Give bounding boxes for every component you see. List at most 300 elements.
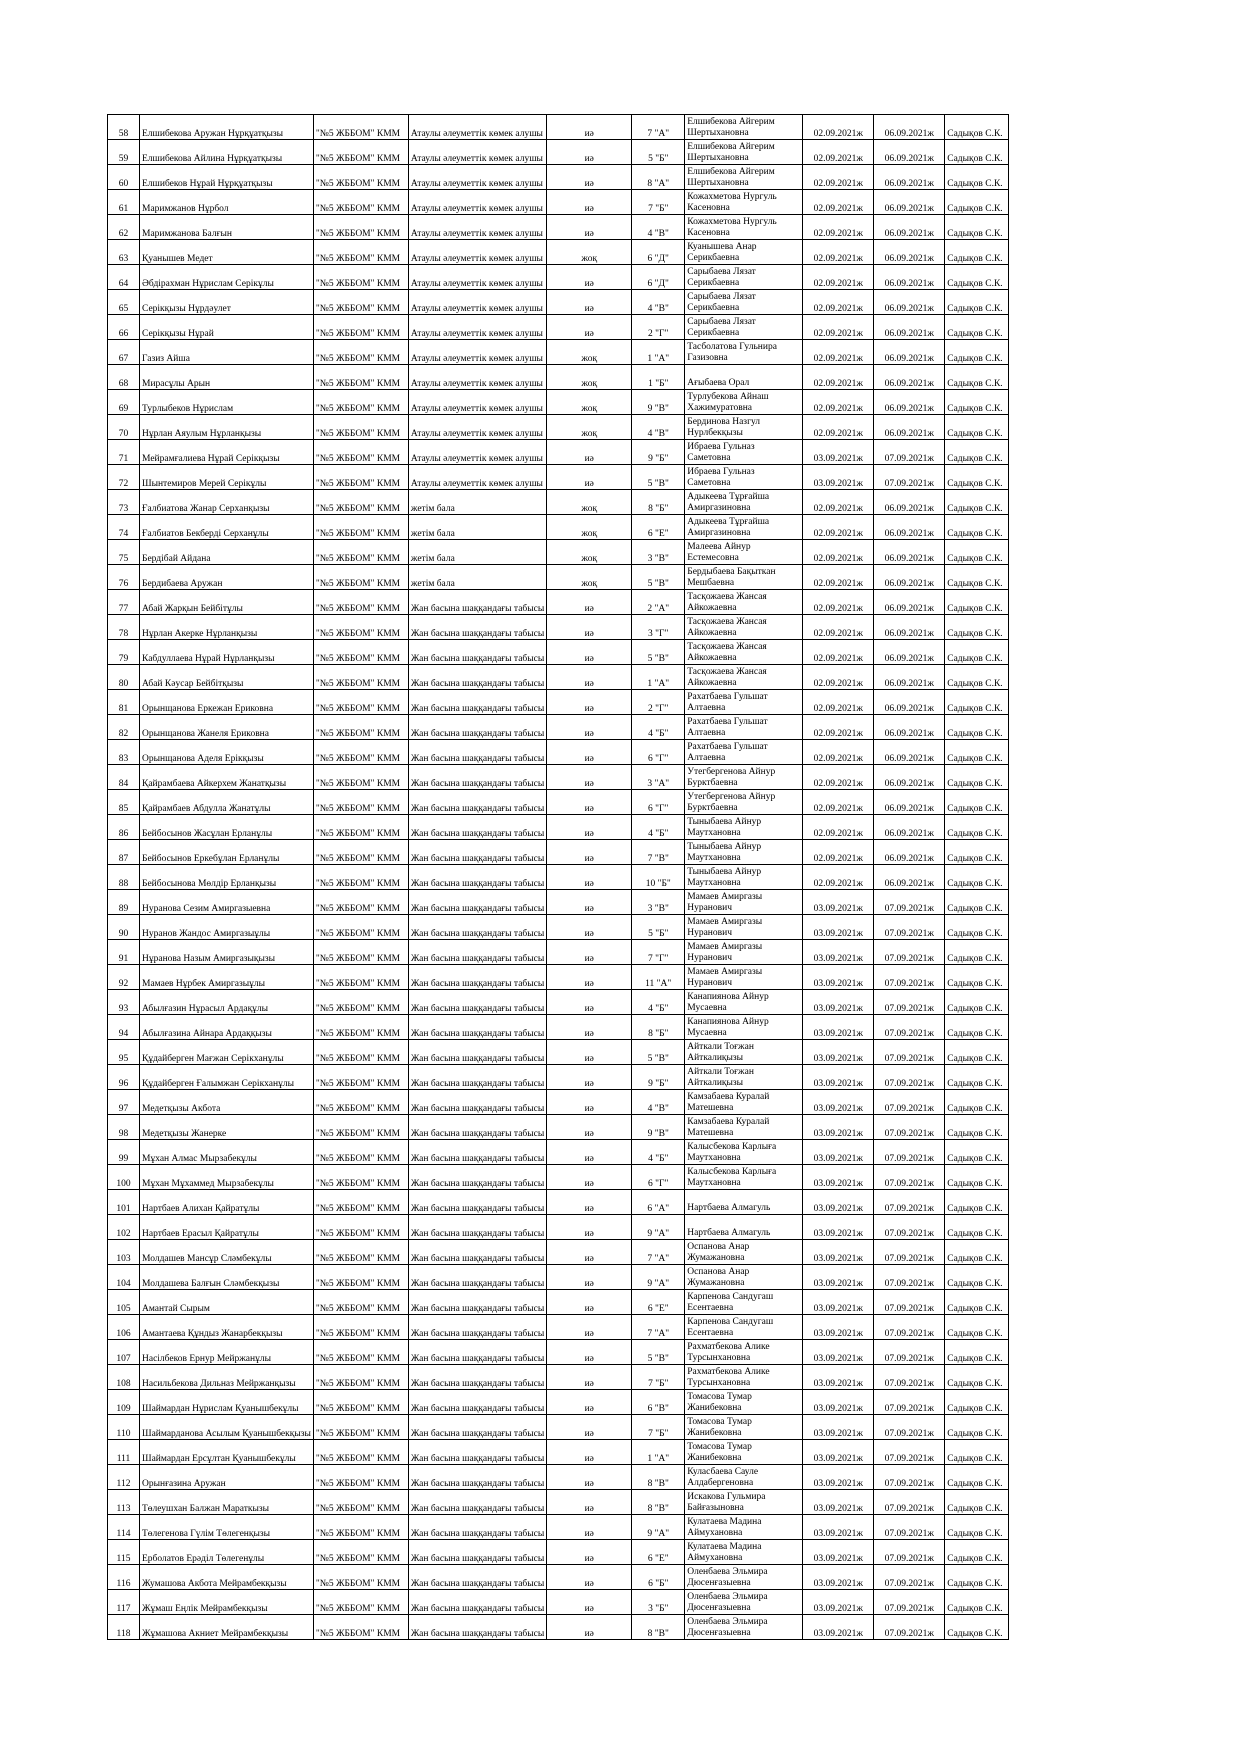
- date-end: 07.09.2021ж: [874, 915, 945, 940]
- date-start: 02.09.2021ж: [803, 165, 874, 190]
- date-end: 07.09.2021ж: [874, 990, 945, 1015]
- class-grade: 5 "Б": [632, 915, 685, 940]
- table-row: [108, 1515, 1009, 1540]
- table-row: [108, 715, 1009, 740]
- school-name: "№5 ЖББОМ" КММ: [313, 315, 408, 340]
- category: Жан басына шаққандағы табысы: [408, 1115, 546, 1140]
- date-start: 02.09.2021ж: [803, 590, 874, 615]
- status-flag: жоқ: [547, 240, 632, 265]
- table-row: [108, 165, 1009, 190]
- date-start: 02.09.2021ж: [803, 640, 874, 665]
- table-row: [108, 740, 1009, 765]
- table-row: [108, 390, 1009, 415]
- teacher-name: Оленбаева Эльмира Дюсенғазыевна: [685, 1590, 803, 1615]
- signatory: Садықов С.К.: [945, 665, 1009, 690]
- class-grade: 3 "В": [632, 890, 685, 915]
- status-flag: иә: [547, 890, 632, 915]
- school-name: "№5 ЖББОМ" КММ: [313, 1440, 408, 1465]
- teacher-name: Томасова Тумар Жанибековна: [685, 1440, 803, 1465]
- school-name: "№5 ЖББОМ" КММ: [313, 1015, 408, 1040]
- category: Жан басына шаққандағы табысы: [408, 1615, 546, 1640]
- status-flag: жоқ: [547, 340, 632, 365]
- status-flag: иә: [547, 1415, 632, 1440]
- teacher-name: Айткали Тоғжан Айткалиқызы: [685, 1040, 803, 1065]
- row-number: 68: [108, 365, 140, 390]
- category: Жан басына шаққандағы табысы: [408, 990, 546, 1015]
- row-number: 61: [108, 190, 140, 215]
- category: Жан басына шаққандағы табысы: [408, 1190, 546, 1215]
- table-row: [108, 915, 1009, 940]
- row-number: 65: [108, 290, 140, 315]
- row-number: 95: [108, 1040, 140, 1065]
- status-flag: иә: [547, 740, 632, 765]
- signatory: Садықов С.К.: [945, 1540, 1009, 1565]
- category: Жан басына шаққандағы табысы: [408, 890, 546, 915]
- row-number: 104: [108, 1265, 140, 1290]
- school-name: "№5 ЖББОМ" КММ: [313, 740, 408, 765]
- date-start: 02.09.2021ж: [803, 615, 874, 640]
- teacher-name: Тасқожаева Жансая Айкожаевна: [685, 590, 803, 615]
- teacher-name: Рахатбаева Гульшат Алтаевна: [685, 715, 803, 740]
- date-start: 03.09.2021ж: [803, 1565, 874, 1590]
- status-flag: иә: [547, 665, 632, 690]
- date-end: 07.09.2021ж: [874, 1540, 945, 1565]
- row-number: 87: [108, 840, 140, 865]
- date-end: 07.09.2021ж: [874, 1365, 945, 1390]
- date-end: 07.09.2021ж: [874, 1115, 945, 1140]
- date-start: 03.09.2021ж: [803, 1140, 874, 1165]
- category: Жан басына шаққандағы табысы: [408, 740, 546, 765]
- signatory: Садықов С.К.: [945, 1515, 1009, 1540]
- teacher-name: Малеева Айнур Естемесовна: [685, 540, 803, 565]
- table-row: [108, 940, 1009, 965]
- status-flag: иә: [547, 440, 632, 465]
- school-name: "№5 ЖББОМ" КММ: [313, 1515, 408, 1540]
- teacher-name: Елшибекова Айгерим Шертыхановна: [685, 140, 803, 165]
- class-grade: 7 "Б": [632, 1415, 685, 1440]
- student-name: Молдашева Балғын Сләмбекқызы: [140, 1265, 314, 1290]
- date-end: 06.09.2021ж: [874, 215, 945, 240]
- status-flag: иә: [547, 1165, 632, 1190]
- signatory: Садықов С.К.: [945, 390, 1009, 415]
- status-flag: иә: [547, 140, 632, 165]
- table-row: [108, 1590, 1009, 1615]
- table-row: [108, 440, 1009, 465]
- date-start: 03.09.2021ж: [803, 1240, 874, 1265]
- date-end: 06.09.2021ж: [874, 640, 945, 665]
- date-end: 06.09.2021ж: [874, 340, 945, 365]
- status-flag: иә: [547, 815, 632, 840]
- class-grade: 5 "Б": [632, 140, 685, 165]
- row-number: 72: [108, 465, 140, 490]
- class-grade: 6 "Б": [632, 1565, 685, 1590]
- date-start: 03.09.2021ж: [803, 440, 874, 465]
- date-end: 07.09.2021ж: [874, 965, 945, 990]
- class-grade: 6 "Д": [632, 265, 685, 290]
- table-row: [108, 690, 1009, 715]
- row-number: 84: [108, 765, 140, 790]
- school-name: "№5 ЖББОМ" КММ: [313, 390, 408, 415]
- student-name: Әбдірахман Нұрислам Серікұлы: [140, 265, 314, 290]
- signatory: Садықов С.К.: [945, 540, 1009, 565]
- date-end: 06.09.2021ж: [874, 565, 945, 590]
- row-number: 108: [108, 1365, 140, 1390]
- school-name: "№5 ЖББОМ" КММ: [313, 1590, 408, 1615]
- date-end: 06.09.2021ж: [874, 765, 945, 790]
- school-name: "№5 ЖББОМ" КММ: [313, 590, 408, 615]
- school-name: "№5 ЖББОМ" КММ: [313, 790, 408, 815]
- category: Жан басына шаққандағы табысы: [408, 1540, 546, 1565]
- teacher-name: Оспанова Анар Жумажановна: [685, 1265, 803, 1290]
- teacher-name: Нартбаева Алмагуль: [685, 1215, 803, 1240]
- row-number: 110: [108, 1415, 140, 1440]
- teacher-name: Оленбаева Эльмира Дюсенғазыевна: [685, 1615, 803, 1640]
- student-name: Амантаева Құндыз Жанарбекқызы: [140, 1315, 314, 1340]
- class-grade: 3 "Г": [632, 615, 685, 640]
- class-grade: 9 "В": [632, 1115, 685, 1140]
- status-flag: иә: [547, 940, 632, 965]
- signatory: Садықов С.К.: [945, 590, 1009, 615]
- status-flag: иә: [547, 865, 632, 890]
- signatory: Садықов С.К.: [945, 1140, 1009, 1165]
- class-grade: 6 "А": [632, 1190, 685, 1215]
- date-end: 06.09.2021ж: [874, 365, 945, 390]
- class-grade: 5 "В": [632, 1340, 685, 1365]
- student-name: Серікқызы Нұрдәулет: [140, 290, 314, 315]
- row-number: 81: [108, 690, 140, 715]
- student-name: Орынщанова Жанеля Ериковна: [140, 715, 314, 740]
- status-flag: иә: [547, 1090, 632, 1115]
- school-name: "№5 ЖББОМ" КММ: [313, 615, 408, 640]
- row-number: 91: [108, 940, 140, 965]
- student-name: Мұхан Алмас Мырзабекұлы: [140, 1140, 314, 1165]
- teacher-name: Сарыбаева Лязат Серикбаевна: [685, 265, 803, 290]
- table-row: [108, 815, 1009, 840]
- row-number: 99: [108, 1140, 140, 1165]
- row-number: 80: [108, 665, 140, 690]
- student-name: Төлеушхан Балжан Мараткызы: [140, 1490, 314, 1515]
- class-grade: 6 "Г": [632, 740, 685, 765]
- category: Атаулы әлеуметтік көмек алушы: [408, 115, 546, 140]
- student-name: Абылғазин Нұрасыл Ардақұлы: [140, 990, 314, 1015]
- school-name: "№5 ЖББОМ" КММ: [313, 1365, 408, 1390]
- class-grade: 5 "В": [632, 465, 685, 490]
- school-name: "№5 ЖББОМ" КММ: [313, 1615, 408, 1640]
- student-name: Бердибаева Аружан: [140, 565, 314, 590]
- class-grade: 9 "В": [632, 390, 685, 415]
- table-row: [108, 890, 1009, 915]
- date-start: 02.09.2021ж: [803, 490, 874, 515]
- class-grade: 8 "В": [632, 1615, 685, 1640]
- signatory: Садықов С.К.: [945, 1415, 1009, 1440]
- status-flag: иә: [547, 1515, 632, 1540]
- status-flag: иә: [547, 215, 632, 240]
- date-start: 03.09.2021ж: [803, 1390, 874, 1415]
- student-name: Шынтемиров Мерей Серікұлы: [140, 465, 314, 490]
- table-row: [108, 1615, 1009, 1640]
- row-number: 64: [108, 265, 140, 290]
- category: жетім бала: [408, 515, 546, 540]
- status-flag: жоқ: [547, 515, 632, 540]
- table-row: [108, 1365, 1009, 1390]
- teacher-name: Оспанова Анар Жумажановна: [685, 1240, 803, 1265]
- status-flag: иә: [547, 1190, 632, 1215]
- status-flag: иә: [547, 640, 632, 665]
- class-grade: 2 "Г": [632, 690, 685, 715]
- student-name: Маримжанов Нұрбол: [140, 190, 314, 215]
- category: Жан басына шаққандағы табысы: [408, 1315, 546, 1340]
- date-end: 06.09.2021ж: [874, 115, 945, 140]
- school-name: "№5 ЖББОМ" КММ: [313, 1040, 408, 1065]
- student-name: Нұранова Назым Амиргазықызы: [140, 940, 314, 965]
- date-end: 06.09.2021ж: [874, 165, 945, 190]
- class-grade: 7 "А": [632, 1315, 685, 1340]
- teacher-name: Тыныбаева Айнур Маутхановна: [685, 815, 803, 840]
- category: Жан басына шаққандағы табысы: [408, 690, 546, 715]
- date-start: 03.09.2021ж: [803, 1315, 874, 1340]
- signatory: Садықов С.К.: [945, 190, 1009, 215]
- class-grade: 9 "Б": [632, 1065, 685, 1090]
- class-grade: 8 "Б": [632, 1015, 685, 1040]
- category: Жан басына шаққандағы табысы: [408, 1465, 546, 1490]
- class-grade: 4 "Б": [632, 1140, 685, 1165]
- school-name: "№5 ЖББОМ" КММ: [313, 465, 408, 490]
- school-name: "№5 ЖББОМ" КММ: [313, 115, 408, 140]
- row-number: 76: [108, 565, 140, 590]
- row-number: 74: [108, 515, 140, 540]
- date-end: 07.09.2021ж: [874, 1215, 945, 1240]
- row-number: 88: [108, 865, 140, 890]
- teacher-name: Сарыбаева Лязат Серикбаевна: [685, 315, 803, 340]
- teacher-name: Калысбекова Карлыға Маутхановна: [685, 1165, 803, 1190]
- signatory: Садықов С.К.: [945, 1440, 1009, 1465]
- class-grade: 8 "Б": [632, 490, 685, 515]
- table-row: [108, 1390, 1009, 1415]
- school-name: "№5 ЖББОМ" КММ: [313, 715, 408, 740]
- class-grade: 8 "А": [632, 165, 685, 190]
- category: Атаулы әлеуметтік көмек алушы: [408, 340, 546, 365]
- teacher-name: Утегбергенова Айнур Бурктбаевна: [685, 790, 803, 815]
- date-end: 06.09.2021ж: [874, 615, 945, 640]
- class-grade: 6 "Д": [632, 240, 685, 265]
- student-name: Мейрамғалиева Нұрай Серікқызы: [140, 440, 314, 465]
- status-flag: иә: [547, 1215, 632, 1240]
- date-start: 02.09.2021ж: [803, 865, 874, 890]
- category: Атаулы әлеуметтік көмек алушы: [408, 190, 546, 215]
- signatory: Садықов С.К.: [945, 1115, 1009, 1140]
- status-flag: иә: [547, 765, 632, 790]
- date-start: 03.09.2021ж: [803, 1265, 874, 1290]
- status-flag: иә: [547, 1040, 632, 1065]
- student-name: Құдайберген Мағжан Серікханұлы: [140, 1040, 314, 1065]
- status-flag: иә: [547, 1065, 632, 1090]
- category: Жан басына шаққандағы табысы: [408, 1490, 546, 1515]
- student-name: Ғалбиатов Бекберді Серханұлы: [140, 515, 314, 540]
- school-name: "№5 ЖББОМ" КММ: [313, 265, 408, 290]
- date-start: 02.09.2021ж: [803, 815, 874, 840]
- school-name: "№5 ЖББОМ" КММ: [313, 915, 408, 940]
- status-flag: иә: [547, 290, 632, 315]
- class-grade: 1 "Б": [632, 365, 685, 390]
- signatory: Садықов С.К.: [945, 165, 1009, 190]
- teacher-name: Канапиянова Айнур Мусаевна: [685, 990, 803, 1015]
- student-name: Төлегенова Гүлім Төлегенқызы: [140, 1515, 314, 1540]
- table-row: [108, 665, 1009, 690]
- date-end: 06.09.2021ж: [874, 590, 945, 615]
- class-grade: 5 "В": [632, 640, 685, 665]
- class-grade: 6 "Г": [632, 790, 685, 815]
- date-end: 07.09.2021ж: [874, 1590, 945, 1615]
- row-number: 111: [108, 1440, 140, 1465]
- school-name: "№5 ЖББОМ" КММ: [313, 340, 408, 365]
- category: Жан басына шаққандағы табысы: [408, 1515, 546, 1540]
- date-start: 02.09.2021ж: [803, 790, 874, 815]
- date-start: 03.09.2021ж: [803, 965, 874, 990]
- signatory: Садықов С.К.: [945, 790, 1009, 815]
- school-name: "№5 ЖББОМ" КММ: [313, 215, 408, 240]
- class-grade: 10 "Б": [632, 865, 685, 890]
- status-flag: иә: [547, 1540, 632, 1565]
- teacher-name: Камзабаева Куралай Матешевна: [685, 1090, 803, 1115]
- school-name: "№5 ЖББОМ" КММ: [313, 1140, 408, 1165]
- row-number: 73: [108, 490, 140, 515]
- date-start: 03.09.2021ж: [803, 1290, 874, 1315]
- category: Жан басына шаққандағы табысы: [408, 1590, 546, 1615]
- table-row: [108, 1540, 1009, 1565]
- class-grade: 2 "А": [632, 590, 685, 615]
- category: Атаулы әлеуметтік көмек алушы: [408, 215, 546, 240]
- class-grade: 4 "В": [632, 1090, 685, 1115]
- status-flag: иә: [547, 1440, 632, 1465]
- table-row: [108, 1290, 1009, 1315]
- student-name: Абай Кәусар Бейбітқызы: [140, 665, 314, 690]
- signatory: Садықов С.К.: [945, 765, 1009, 790]
- date-start: 02.09.2021ж: [803, 215, 874, 240]
- class-grade: 6 "Е": [632, 1540, 685, 1565]
- student-name: Медетқызы Акбота: [140, 1090, 314, 1115]
- date-end: 06.09.2021ж: [874, 740, 945, 765]
- row-number: 75: [108, 540, 140, 565]
- date-end: 06.09.2021ж: [874, 865, 945, 890]
- teacher-name: Калысбекова Карлыға Маутхановна: [685, 1140, 803, 1165]
- school-name: "№5 ЖББОМ" КММ: [313, 665, 408, 690]
- student-name: Нұрлан Аяулым Нұрланқызы: [140, 415, 314, 440]
- school-name: "№5 ЖББОМ" КММ: [313, 1265, 408, 1290]
- row-number: 83: [108, 740, 140, 765]
- row-number: 85: [108, 790, 140, 815]
- status-flag: жоқ: [547, 490, 632, 515]
- signatory: Садықов С.К.: [945, 465, 1009, 490]
- student-name: Ғалбиатова Жанар Серханқызы: [140, 490, 314, 515]
- date-end: 07.09.2021ж: [874, 1040, 945, 1065]
- school-name: "№5 ЖББОМ" КММ: [313, 1565, 408, 1590]
- category: Жан басына шаққандағы табысы: [408, 1565, 546, 1590]
- status-flag: иә: [547, 165, 632, 190]
- date-start: 02.09.2021ж: [803, 315, 874, 340]
- signatory: Садықов С.К.: [945, 1040, 1009, 1065]
- school-name: "№5 ЖББОМ" КММ: [313, 815, 408, 840]
- teacher-name: Кожахметова Нургуль Касеновна: [685, 215, 803, 240]
- date-end: 07.09.2021ж: [874, 465, 945, 490]
- teacher-name: Турлубекова Айнаш Хажимуратовна: [685, 390, 803, 415]
- signatory: Садықов С.К.: [945, 1490, 1009, 1515]
- table-row: [108, 1415, 1009, 1440]
- status-flag: иә: [547, 315, 632, 340]
- date-end: 07.09.2021ж: [874, 440, 945, 465]
- date-end: 07.09.2021ж: [874, 1240, 945, 1265]
- date-start: 02.09.2021ж: [803, 365, 874, 390]
- category: жетім бала: [408, 540, 546, 565]
- row-number: 86: [108, 815, 140, 840]
- category: Жан басына шаққандағы табысы: [408, 1165, 546, 1190]
- teacher-name: Утегбергенова Айнур Бурктбаевна: [685, 765, 803, 790]
- table-row: [108, 1115, 1009, 1140]
- table-row: [108, 1440, 1009, 1465]
- class-grade: 5 "В": [632, 565, 685, 590]
- date-start: 03.09.2021ж: [803, 1215, 874, 1240]
- student-name: Нартбаев Алихан Қайратұлы: [140, 1190, 314, 1215]
- row-number: 96: [108, 1065, 140, 1090]
- class-grade: 4 "Б": [632, 815, 685, 840]
- status-flag: иә: [547, 465, 632, 490]
- date-end: 06.09.2021ж: [874, 240, 945, 265]
- school-name: "№5 ЖББОМ" КММ: [313, 190, 408, 215]
- row-number: 106: [108, 1315, 140, 1340]
- date-start: 03.09.2021ж: [803, 1515, 874, 1540]
- teacher-name: Ибраева Гульназ Саметовна: [685, 440, 803, 465]
- signatory: Садықов С.К.: [945, 140, 1009, 165]
- school-name: "№5 ЖББОМ" КММ: [313, 1115, 408, 1140]
- table-row: [108, 265, 1009, 290]
- table-row: [108, 1090, 1009, 1115]
- status-flag: иә: [547, 1615, 632, 1640]
- signatory: Садықов С.К.: [945, 240, 1009, 265]
- category: Атаулы әлеуметтік көмек алушы: [408, 290, 546, 315]
- date-start: 03.09.2021ж: [803, 1165, 874, 1190]
- date-end: 07.09.2021ж: [874, 1515, 945, 1540]
- student-name: Жумашова Акбота Мейрамбекқызы: [140, 1565, 314, 1590]
- signatory: Садықов С.К.: [945, 1340, 1009, 1365]
- school-name: "№5 ЖББОМ" КММ: [313, 165, 408, 190]
- teacher-name: Оленбаева Эльмира Дюсенғазыевна: [685, 1565, 803, 1590]
- class-grade: 9 "А": [632, 1215, 685, 1240]
- class-grade: 11 "А": [632, 965, 685, 990]
- category: Атаулы әлеуметтік көмек алушы: [408, 415, 546, 440]
- student-name: Қайрамбаев Абдулла Жанатұлы: [140, 790, 314, 815]
- class-grade: 9 "А": [632, 1515, 685, 1540]
- date-end: 07.09.2021ж: [874, 1340, 945, 1365]
- signatory: Садықов С.К.: [945, 265, 1009, 290]
- date-start: 03.09.2021ж: [803, 890, 874, 915]
- table-body: [108, 115, 1009, 1640]
- date-start: 03.09.2021ж: [803, 1615, 874, 1640]
- category: Жан басына шаққандағы табысы: [408, 865, 546, 890]
- row-number: 115: [108, 1540, 140, 1565]
- date-end: 06.09.2021ж: [874, 715, 945, 740]
- date-end: 07.09.2021ж: [874, 1065, 945, 1090]
- row-number: 93: [108, 990, 140, 1015]
- status-flag: иә: [547, 1490, 632, 1515]
- category: Жан басына шаққандағы табысы: [408, 1415, 546, 1440]
- teacher-name: Тасқожаева Жансая Айкожаевна: [685, 640, 803, 665]
- signatory: Садықов С.К.: [945, 840, 1009, 865]
- school-name: "№5 ЖББОМ" КММ: [313, 490, 408, 515]
- student-name: Шаймардан Ерсұлтан Қуанышбекұлы: [140, 1440, 314, 1465]
- category: Жан басына шаққандағы табысы: [408, 790, 546, 815]
- class-grade: 1 "А": [632, 665, 685, 690]
- date-end: 06.09.2021ж: [874, 840, 945, 865]
- date-start: 02.09.2021ж: [803, 565, 874, 590]
